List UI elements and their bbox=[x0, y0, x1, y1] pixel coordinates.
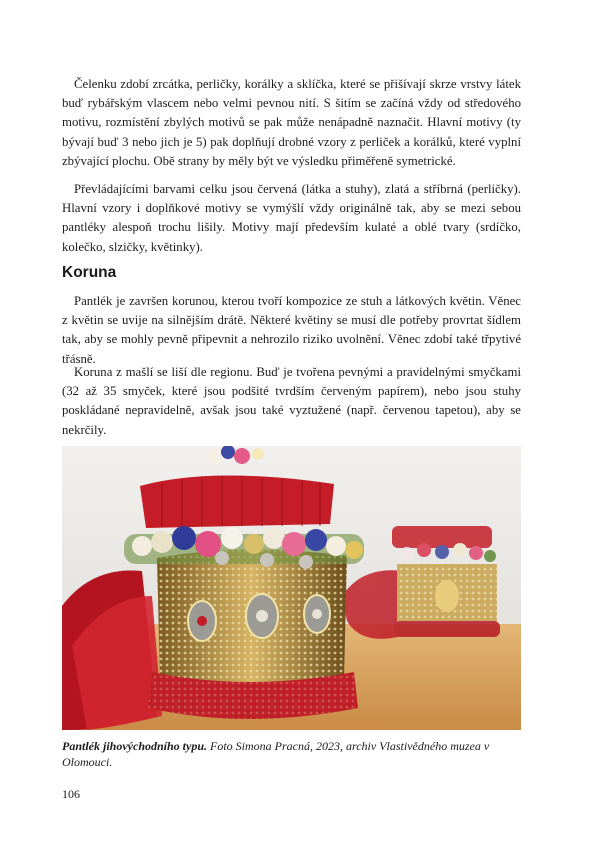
paragraph-crown-ribbons: Koruna z mašlí se liší dle regionu. Buď je tvořena pevnými a pravidelnými smyčkami (32 až 35 smyček, které jsou podšité tvrdším červeným papírem), nebo jsou stuhy poskládané nepravidelně, avšak jsou také vyztužené (např. červenou tapetou), aby se nekrčily. bbox=[62, 365, 521, 437]
caption-credit: Foto Simona Pracná, 2023, archiv Vlastivědného muzea v Olomouci. bbox=[62, 739, 490, 769]
page-number: 106 bbox=[62, 787, 80, 801]
caption-title: Pantlék jihovýchodního typu. bbox=[62, 739, 208, 753]
section-heading: Koruna bbox=[62, 264, 117, 281]
crown-photo bbox=[62, 446, 521, 730]
photo-caption bbox=[62, 738, 521, 770]
paragraph-colors-motifs: Převládajícími barvami celku jsou červená (látka a stuhy), zlatá a stříbrná (perličky). Hlavní vzory i doplňkové motivy se vymýšlí vždy originálně tak, aby se mezi sebou pantléky alespoň trochu lišily. Motivy mají především kulaté a oblé tvary (srdíčko, kolečko, slzičky, květinky). bbox=[62, 182, 521, 254]
paragraph-crown-composition: Pantlék je završen korunou, kterou tvoří kompozice ze stuh a látkových květin. Věnec z květin se uvije na silnějším drátě. Některé květiny se musí dle potřeby provrtat šídlem tak, aby se mohly pevně připevnit a nehrozilo riziko uvolnění. Věnec zdobí také třpytivé třásně. bbox=[62, 294, 521, 366]
paragraph-headband-decoration: Čelenku zdobí zrcátka, perličky, korálky a sklíčka, které se přišívají skrze vrstvy látek buď rybářským vlascem nebo velmi pevnou nití. S šitím se začíná vždy od středového motivu, rozmístění zbylých motivů se pak může nenápadně naznačit. Hlavní motivy (ty bývají buď 3 nebo jich je 5) pak doplňují drobné vzory z perliček a korálků, které vyplní zbývající plochu. Obě strany by měly být ve výsledku přiměřeně symetrické. bbox=[62, 77, 521, 168]
